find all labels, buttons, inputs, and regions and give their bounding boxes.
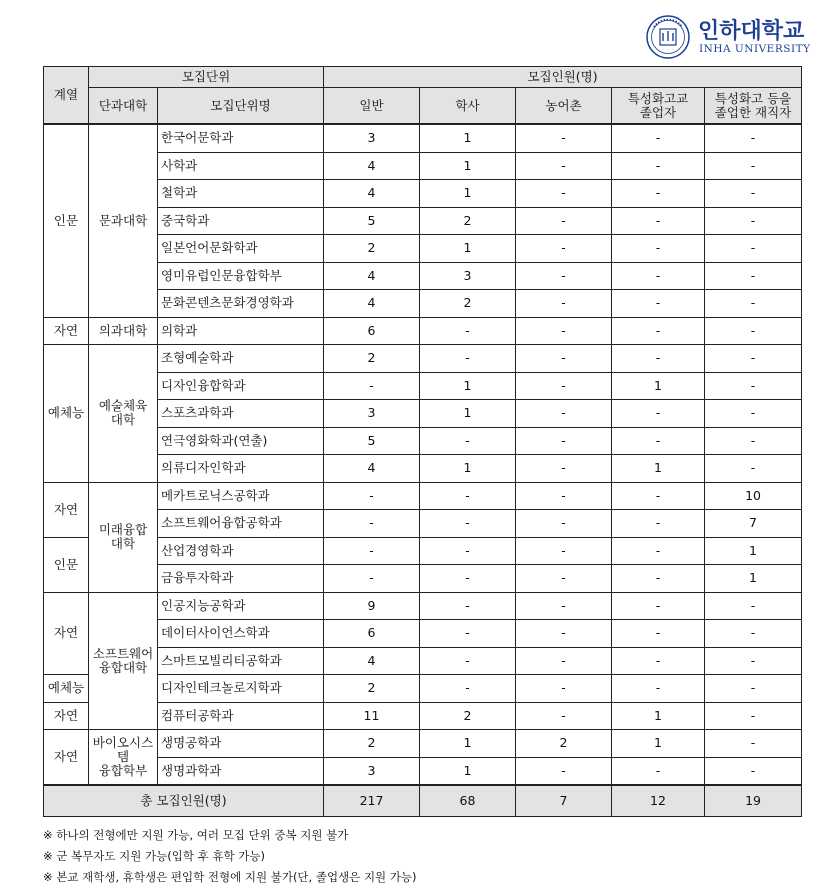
special-cell: - — [612, 620, 705, 648]
general-cell: 3 — [324, 400, 420, 428]
bachelor-cell: - — [420, 592, 516, 620]
rural-cell: - — [516, 317, 612, 345]
bachelor-cell: - — [420, 510, 516, 538]
field-cell: 자연 — [44, 702, 89, 730]
table-row — [44, 317, 802, 345]
bachelor-cell: 1 — [420, 372, 516, 400]
special-cell: - — [612, 647, 705, 675]
special-cell: - — [612, 290, 705, 318]
header-worker-line1: 특성화고 등을 — [714, 90, 792, 106]
worker-cell: - — [705, 345, 802, 373]
table-row — [44, 290, 802, 318]
unit-name-cell: 디자인융합학과 — [158, 372, 324, 400]
worker-cell: 10 — [705, 482, 802, 510]
special-cell: - — [612, 757, 705, 785]
header-college: 단과대학 — [89, 88, 158, 125]
total-general: 217 — [324, 785, 420, 817]
bachelor-cell: - — [420, 537, 516, 565]
total-row — [44, 785, 802, 817]
worker-cell: - — [705, 730, 802, 758]
special-cell: - — [612, 317, 705, 345]
table-row — [44, 537, 802, 565]
general-cell: 4 — [324, 290, 420, 318]
bachelor-cell: 1 — [420, 400, 516, 428]
unit-name-cell: 인공지능공학과 — [158, 592, 324, 620]
header-quota-group: 모집인원(명) — [324, 67, 802, 88]
table-row — [44, 235, 802, 263]
worker-cell: - — [705, 455, 802, 483]
bachelor-cell: 1 — [420, 152, 516, 180]
general-cell: 9 — [324, 592, 420, 620]
header-special — [612, 88, 705, 125]
worker-cell: - — [705, 702, 802, 730]
unit-name-cell: 문화콘텐츠문화경영학과 — [158, 290, 324, 318]
header-worker-line2: 졸업한 재직자 — [714, 104, 792, 120]
rural-cell: - — [516, 482, 612, 510]
header-field: 계열 — [44, 67, 89, 125]
worker-cell: - — [705, 675, 802, 703]
special-cell: - — [612, 565, 705, 593]
rural-cell: - — [516, 400, 612, 428]
notes — [43, 825, 417, 888]
worker-cell: - — [705, 757, 802, 785]
college-line1: 바이오시스템 — [92, 735, 154, 764]
field-cell: 자연 — [44, 482, 89, 537]
college-line2: 대학 — [110, 412, 136, 428]
inha-university-logo — [646, 13, 816, 59]
header-special-line2: 졸업자 — [639, 104, 677, 120]
table-row — [44, 482, 802, 510]
unit-name-cell: 사학과 — [158, 152, 324, 180]
header-unit-group: 모집단위 — [89, 67, 324, 88]
table-row — [44, 592, 802, 620]
rural-cell: - — [516, 207, 612, 235]
worker-cell: - — [705, 124, 802, 152]
rural-cell: - — [516, 152, 612, 180]
rural-cell: - — [516, 180, 612, 208]
bachelor-cell: 1 — [420, 455, 516, 483]
worker-cell: - — [705, 180, 802, 208]
special-cell: - — [612, 262, 705, 290]
unit-name-cell: 스포츠과학과 — [158, 400, 324, 428]
special-cell: 1 — [612, 702, 705, 730]
worker-cell: 1 — [705, 537, 802, 565]
bachelor-cell: 1 — [420, 180, 516, 208]
worker-cell: - — [705, 317, 802, 345]
total-special: 12 — [612, 785, 705, 817]
bachelor-cell: 3 — [420, 262, 516, 290]
rural-cell: - — [516, 592, 612, 620]
worker-cell: - — [705, 235, 802, 263]
unit-name-cell: 산업경영학과 — [158, 537, 324, 565]
worker-cell: - — [705, 262, 802, 290]
rural-cell: - — [516, 124, 612, 152]
bachelor-cell: - — [420, 620, 516, 648]
general-cell: - — [324, 537, 420, 565]
unit-name-cell: 생명공학과 — [158, 730, 324, 758]
special-cell: 1 — [612, 372, 705, 400]
college-cell: 의과대학 — [89, 317, 158, 345]
table-row — [44, 180, 802, 208]
header-rural: 농어촌 — [516, 88, 612, 125]
field-cell: 자연 — [44, 730, 89, 786]
bachelor-cell: - — [420, 482, 516, 510]
bachelor-cell: - — [420, 345, 516, 373]
general-cell: - — [324, 482, 420, 510]
college-line2: 대학 — [110, 536, 136, 551]
college-cell: 문과대학 — [89, 124, 158, 317]
logo-korean-name: 인하대학교 — [698, 19, 805, 44]
college-line1: 예술체육 — [98, 398, 148, 414]
unit-name-cell: 데이터사이언스학과 — [158, 620, 324, 648]
worker-cell: - — [705, 207, 802, 235]
bachelor-cell: 2 — [420, 290, 516, 318]
special-cell: - — [612, 207, 705, 235]
special-cell: - — [612, 427, 705, 455]
table-row — [44, 565, 802, 593]
college-cell — [89, 730, 158, 786]
unit-name-cell: 컴퓨터공학과 — [158, 702, 324, 730]
rural-cell: - — [516, 372, 612, 400]
bachelor-cell: 1 — [420, 757, 516, 785]
general-cell: 6 — [324, 317, 420, 345]
bachelor-cell: - — [420, 675, 516, 703]
general-cell: 3 — [324, 124, 420, 152]
rural-cell: - — [516, 290, 612, 318]
bachelor-cell: - — [420, 647, 516, 675]
rural-cell: - — [516, 565, 612, 593]
college-line2: 융합대학 — [98, 659, 148, 675]
general-cell: 4 — [324, 262, 420, 290]
general-cell: 2 — [324, 235, 420, 263]
table-row — [44, 757, 802, 785]
general-cell: 2 — [324, 675, 420, 703]
special-cell: - — [612, 124, 705, 152]
rural-cell: - — [516, 702, 612, 730]
general-cell: 3 — [324, 757, 420, 785]
rural-cell: - — [516, 620, 612, 648]
general-cell: 2 — [324, 345, 420, 373]
bachelor-cell: 1 — [420, 730, 516, 758]
table-row — [44, 647, 802, 675]
unit-name-cell: 디자인테크놀로지학과 — [158, 675, 324, 703]
rural-cell: - — [516, 345, 612, 373]
field-cell: 인문 — [44, 124, 89, 317]
field-cell: 자연 — [44, 592, 89, 675]
special-cell: - — [612, 180, 705, 208]
field-cell: 인문 — [44, 537, 89, 592]
rural-cell: 2 — [516, 730, 612, 758]
worker-cell: - — [705, 592, 802, 620]
table-row — [44, 427, 802, 455]
special-cell: 1 — [612, 455, 705, 483]
field-cell: 예체능 — [44, 345, 89, 483]
table-row — [44, 620, 802, 648]
table-row — [44, 124, 802, 152]
special-cell: - — [612, 235, 705, 263]
general-cell: 2 — [324, 730, 420, 758]
rural-cell: - — [516, 455, 612, 483]
worker-cell: 7 — [705, 510, 802, 538]
header-worker — [705, 88, 802, 125]
header-bachelor: 학사 — [420, 88, 516, 125]
table-row — [44, 730, 802, 758]
college-line2: 융합학부 — [98, 763, 148, 778]
table-row — [44, 262, 802, 290]
special-cell: - — [612, 400, 705, 428]
total-worker: 19 — [705, 785, 802, 817]
rural-cell: - — [516, 537, 612, 565]
bachelor-cell: - — [420, 427, 516, 455]
logo-english-name: INHA UNIVERSITY — [699, 43, 811, 55]
total-label: 총 모집인원(명) — [44, 785, 324, 817]
admission-quota-table — [43, 66, 802, 817]
worker-cell: - — [705, 152, 802, 180]
rural-cell: - — [516, 427, 612, 455]
college-line1: 소프트웨어 — [92, 645, 154, 661]
table-row — [44, 207, 802, 235]
rural-cell: - — [516, 235, 612, 263]
general-cell: - — [324, 565, 420, 593]
worker-cell: - — [705, 427, 802, 455]
general-cell: 5 — [324, 427, 420, 455]
table-row — [44, 702, 802, 730]
college-cell — [89, 345, 158, 483]
general-cell: 6 — [324, 620, 420, 648]
general-cell: - — [324, 372, 420, 400]
bachelor-cell: 1 — [420, 124, 516, 152]
table-row — [44, 345, 802, 373]
unit-name-cell: 연극영화학과(연출) — [158, 427, 324, 455]
special-cell: - — [612, 482, 705, 510]
bachelor-cell: - — [420, 565, 516, 593]
rural-cell: - — [516, 510, 612, 538]
general-cell: 4 — [324, 180, 420, 208]
general-cell: 11 — [324, 702, 420, 730]
special-cell: - — [612, 592, 705, 620]
field-cell: 자연 — [44, 317, 89, 345]
special-cell: - — [612, 345, 705, 373]
bachelor-cell: 2 — [420, 207, 516, 235]
unit-name-cell: 메카트로닉스공학과 — [158, 482, 324, 510]
table-row — [44, 455, 802, 483]
header-special-line1: 특성화고교 — [627, 90, 689, 106]
general-cell: 4 — [324, 152, 420, 180]
unit-name-cell: 소프트웨어융합공학과 — [158, 510, 324, 538]
rural-cell: - — [516, 647, 612, 675]
general-cell: - — [324, 510, 420, 538]
worker-cell: - — [705, 400, 802, 428]
unit-name-cell: 의류디자인학과 — [158, 455, 324, 483]
college-line1: 미래융합 — [98, 522, 148, 537]
total-bachelor: 68 — [420, 785, 516, 817]
note-item: ※ 하나의 전형에만 지원 가능, 여러 모집 단위 중복 지원 불가 — [43, 828, 349, 842]
note-item: ※ 본교 재학생, 휴학생은 편입학 전형에 지원 불가(단, 졸업생은 지원 가능) — [43, 870, 417, 884]
unit-name-cell: 의학과 — [158, 317, 324, 345]
bachelor-cell: 2 — [420, 702, 516, 730]
special-cell: - — [612, 537, 705, 565]
rural-cell: - — [516, 757, 612, 785]
unit-name-cell: 한국어문학과 — [158, 124, 324, 152]
university-seal-icon — [646, 15, 690, 59]
bachelor-cell: 1 — [420, 235, 516, 263]
special-cell: - — [612, 510, 705, 538]
special-cell: - — [612, 152, 705, 180]
rural-cell: - — [516, 262, 612, 290]
general-cell: 4 — [324, 455, 420, 483]
note-item: ※ 군 복무자도 지원 가능(입학 후 휴학 가능) — [43, 849, 265, 863]
worker-cell: - — [705, 290, 802, 318]
college-cell — [89, 592, 158, 730]
unit-name-cell: 생명과학과 — [158, 757, 324, 785]
header-general: 일반 — [324, 88, 420, 125]
header-unit-name: 모집단위명 — [158, 88, 324, 125]
special-cell: 1 — [612, 730, 705, 758]
unit-name-cell: 중국학과 — [158, 207, 324, 235]
table-row — [44, 152, 802, 180]
table-row — [44, 675, 802, 703]
field-cell: 예체능 — [44, 675, 89, 703]
bachelor-cell: - — [420, 317, 516, 345]
unit-name-cell: 스마트모빌리티공학과 — [158, 647, 324, 675]
worker-cell: - — [705, 620, 802, 648]
general-cell: 5 — [324, 207, 420, 235]
general-cell: 4 — [324, 647, 420, 675]
table-row — [44, 400, 802, 428]
rural-cell: - — [516, 675, 612, 703]
total-rural: 7 — [516, 785, 612, 817]
worker-cell: - — [705, 372, 802, 400]
unit-name-cell: 철학과 — [158, 180, 324, 208]
unit-name-cell: 영미유럽인문융합학부 — [158, 262, 324, 290]
unit-name-cell: 조형예술학과 — [158, 345, 324, 373]
table-row — [44, 510, 802, 538]
table-row — [44, 372, 802, 400]
worker-cell: - — [705, 647, 802, 675]
unit-name-cell: 금융투자학과 — [158, 565, 324, 593]
college-cell — [89, 482, 158, 592]
worker-cell: 1 — [705, 565, 802, 593]
special-cell: - — [612, 675, 705, 703]
unit-name-cell: 일본언어문화학과 — [158, 235, 324, 263]
